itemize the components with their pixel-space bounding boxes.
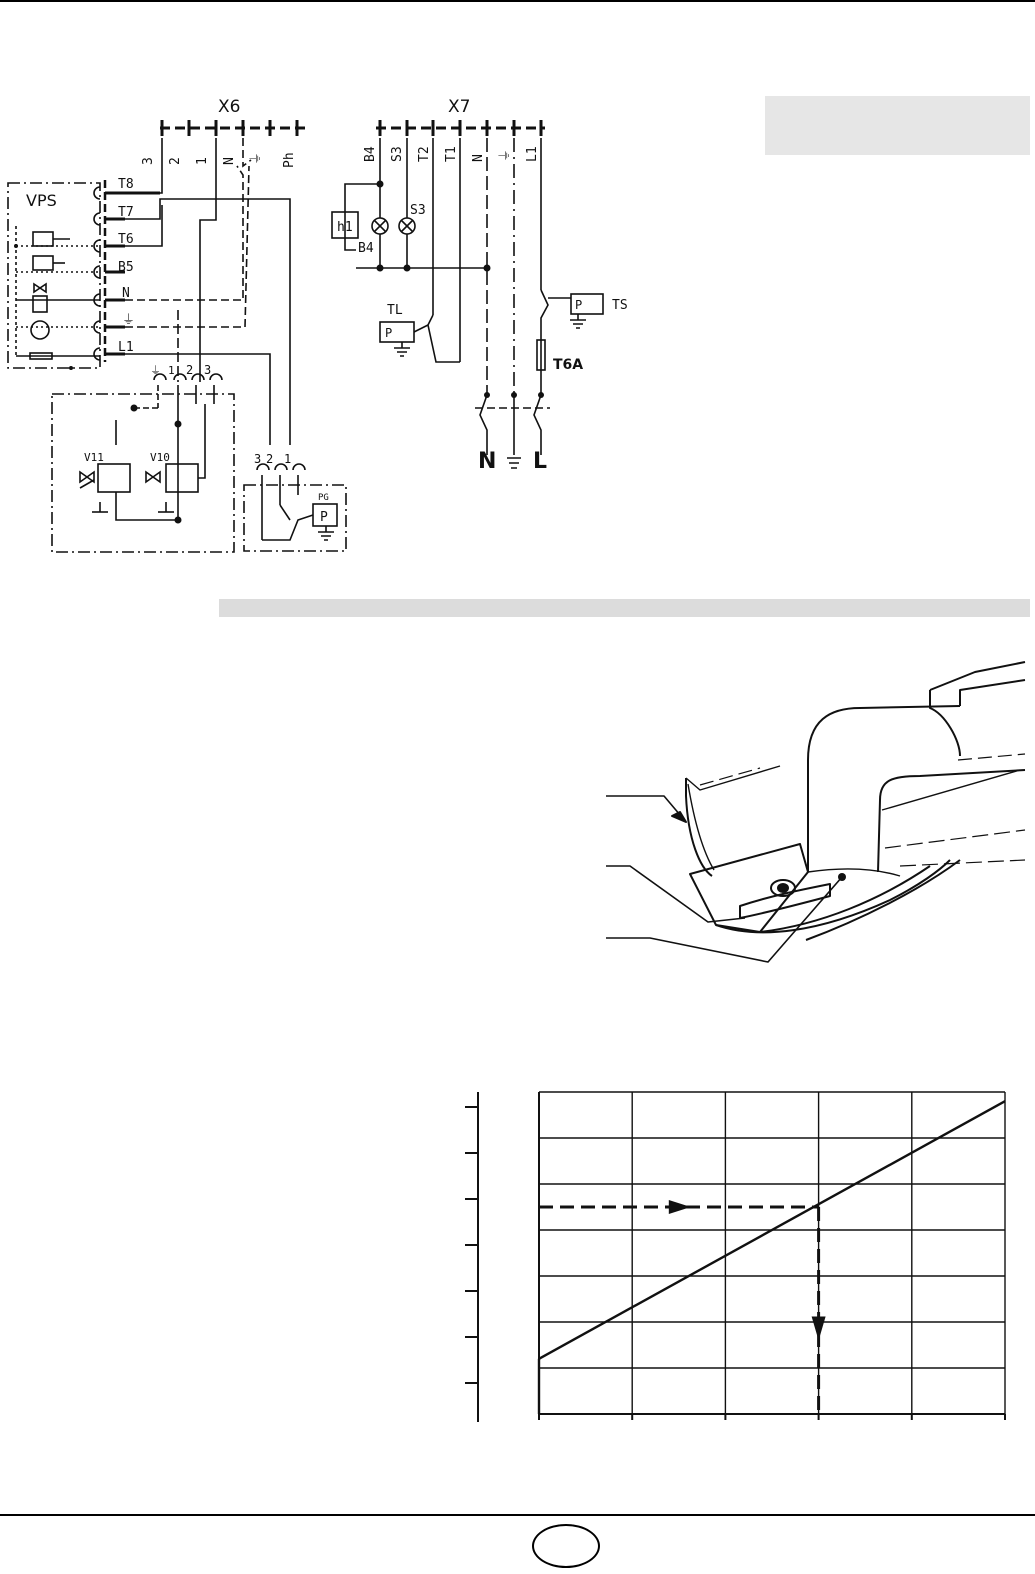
- x6-terminal: ⏚: [249, 151, 264, 165]
- tl-p-symbol: P: [385, 326, 393, 340]
- x7-terminal: T1: [444, 146, 459, 162]
- x6-terminal: 2: [168, 157, 183, 165]
- valve-v10-label: V10: [150, 451, 170, 464]
- ts-p-symbol: P: [575, 298, 583, 312]
- x7-terminal: T2: [417, 146, 432, 162]
- vps-terminal: B5: [118, 260, 134, 275]
- x7-terminal: L1: [525, 146, 540, 162]
- mains-n-label: N: [478, 449, 497, 474]
- x7-terminal: B4: [363, 146, 378, 162]
- mains-l-label: L: [533, 449, 548, 474]
- x7-terminal: S3: [390, 146, 405, 162]
- vps-terminal: N: [122, 286, 130, 301]
- x6-terminal: 1: [195, 157, 210, 165]
- page-number-oval: [532, 1524, 600, 1568]
- pg-pin: 3: [254, 452, 262, 466]
- vps-terminal: L1: [118, 340, 134, 355]
- x6-terminal: Ph: [282, 152, 297, 168]
- valve-pin: 2: [186, 363, 194, 377]
- vps-terminal: T6: [118, 232, 134, 247]
- valve-v11-label: V11: [84, 451, 104, 464]
- pg-pin: 1: [284, 452, 292, 466]
- x6-terminal: 3: [141, 157, 156, 165]
- x7-terminal: ⏚: [498, 148, 513, 162]
- valve-pin: ⏚: [150, 364, 161, 377]
- valve-pin: 1: [168, 364, 175, 377]
- bottom-rule: [0, 1514, 1035, 1516]
- pg-pin: 2: [266, 452, 274, 466]
- vps-terminal: T8: [118, 177, 134, 192]
- vps-label: VPS: [26, 191, 57, 210]
- ts-label: TS: [612, 298, 628, 313]
- b4-label: B4: [358, 241, 374, 256]
- vps-terminal: ⏚: [122, 313, 136, 328]
- p-symbol: P: [320, 510, 328, 525]
- tl-label: TL: [387, 303, 403, 318]
- vps-terminal: T7: [118, 205, 134, 220]
- x7-terminal: N: [471, 154, 486, 162]
- s3-label: S3: [410, 203, 426, 218]
- x6-label: X6: [218, 97, 241, 117]
- h1-label: h1: [337, 220, 353, 235]
- valve-pin: 3: [204, 363, 212, 377]
- pg-label: PG: [318, 493, 329, 503]
- x7-label: X7: [448, 97, 471, 117]
- x6-terminal: N: [222, 157, 237, 165]
- fuse-label: T6A: [553, 357, 584, 373]
